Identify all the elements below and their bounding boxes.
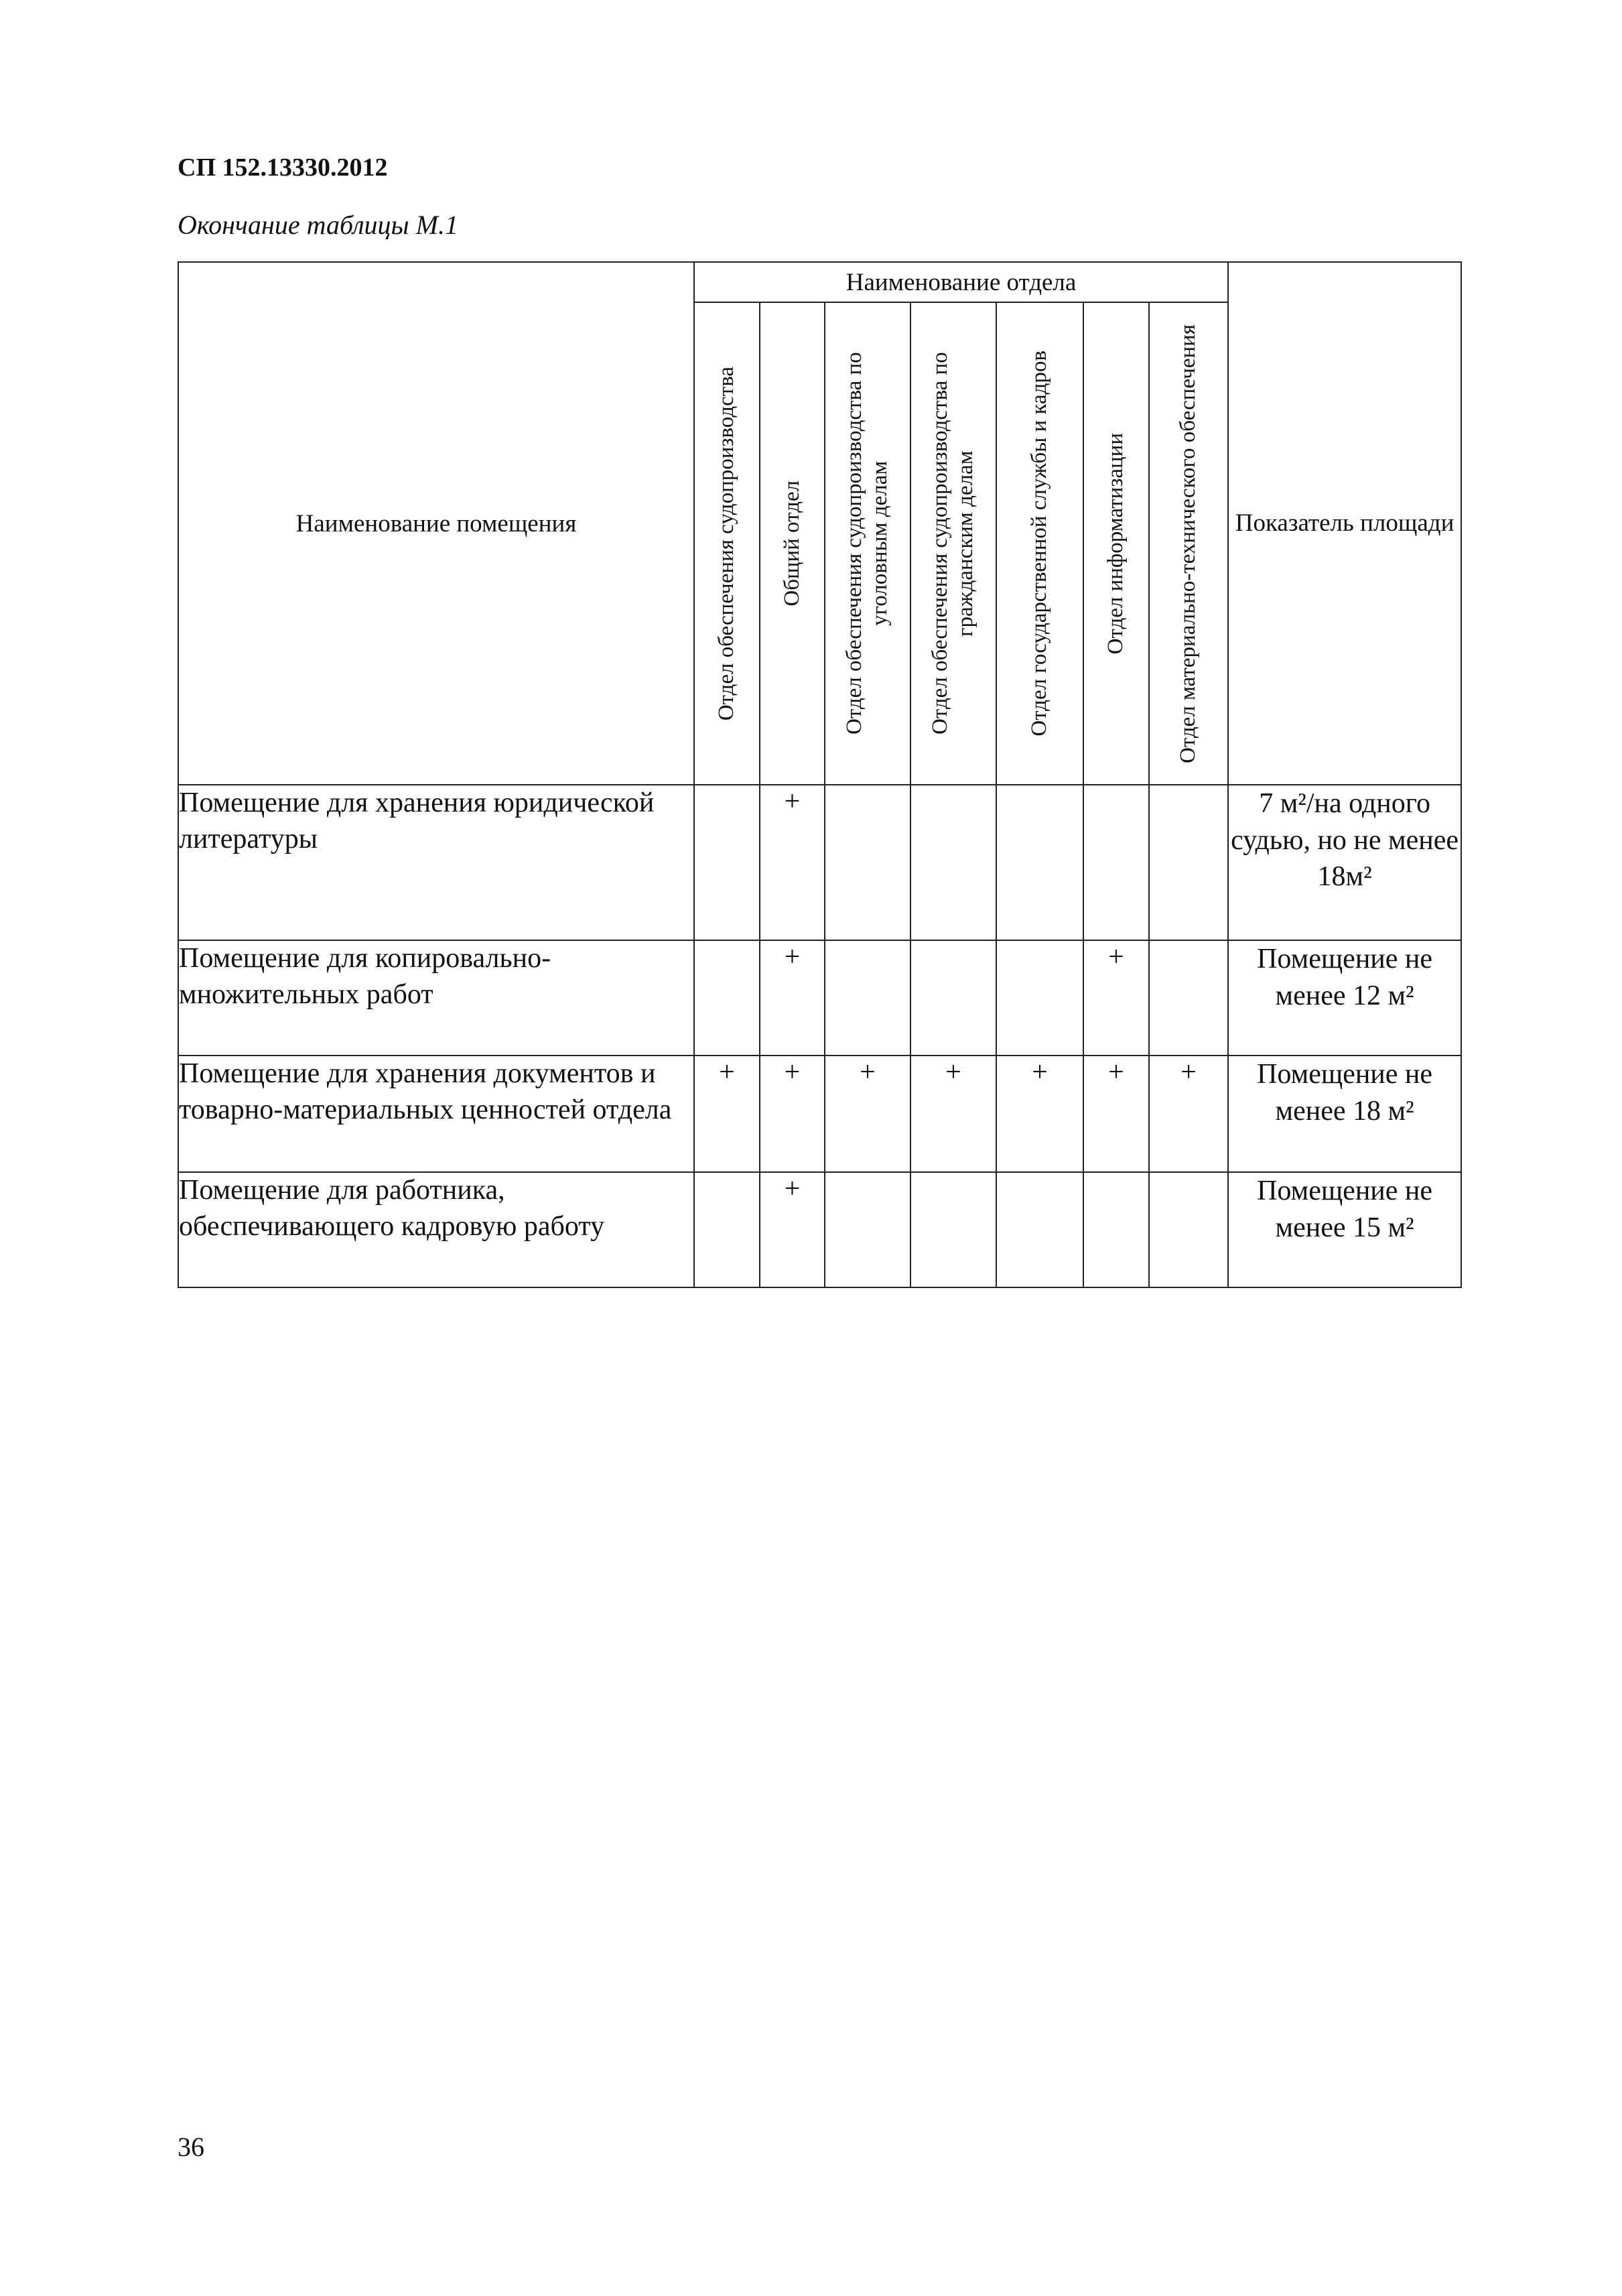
mark-cell bbox=[1083, 785, 1149, 940]
mark-cell bbox=[1083, 1172, 1149, 1287]
mark-cell: + bbox=[760, 940, 825, 1056]
area-indicator-cell: 7 м²/на одного судью, но не менее 18м² bbox=[1228, 785, 1461, 940]
mark-cell: + bbox=[760, 1172, 825, 1287]
mark-cell: + bbox=[910, 1056, 996, 1172]
mark-cell: + bbox=[1083, 1056, 1149, 1172]
header-row-top bbox=[178, 262, 1461, 302]
mark-cell: + bbox=[1149, 1056, 1228, 1172]
mark-cell: + bbox=[996, 1056, 1083, 1172]
mark-cell bbox=[825, 785, 910, 940]
header-department bbox=[910, 302, 996, 785]
rooms-table bbox=[178, 261, 1462, 1288]
mark-cell bbox=[996, 940, 1083, 1056]
department-label: Отдел материально-технического обеспечения bbox=[1176, 324, 1201, 763]
header-department bbox=[825, 302, 910, 785]
header-department bbox=[1149, 302, 1228, 785]
mark-cell bbox=[1149, 940, 1228, 1056]
area-indicator-cell: Помещение не менее 15 м² bbox=[1228, 1172, 1461, 1287]
header-department bbox=[694, 302, 760, 785]
mark-cell: + bbox=[1083, 940, 1149, 1056]
mark-cell bbox=[1149, 785, 1228, 940]
table-row bbox=[178, 1172, 1461, 1287]
mark-cell: + bbox=[825, 1056, 910, 1172]
area-indicator-cell: Помещение не менее 18 м² bbox=[1228, 1056, 1461, 1172]
header-department bbox=[1083, 302, 1149, 785]
mark-cell bbox=[1149, 1172, 1228, 1287]
department-label: Общий отдел bbox=[779, 481, 804, 607]
document-code: СП 152.13330.2012 bbox=[178, 153, 388, 182]
department-label: Отдел государственной службы и кадров bbox=[1027, 350, 1052, 737]
department-label: Отдел обеспечения судопроизводства по гражданским делам bbox=[928, 352, 977, 735]
department-label: Отдел обеспечения судопроизводства по уголовным делам bbox=[842, 352, 892, 735]
mark-cell bbox=[694, 940, 760, 1056]
area-indicator-cell: Помещение не менее 12 м² bbox=[1228, 940, 1461, 1056]
mark-cell bbox=[910, 785, 996, 940]
page-number: 36 bbox=[178, 2132, 204, 2162]
mark-cell bbox=[694, 785, 760, 940]
mark-cell bbox=[910, 940, 996, 1056]
mark-cell bbox=[825, 1172, 910, 1287]
mark-cell bbox=[910, 1172, 996, 1287]
mark-cell: + bbox=[760, 785, 825, 940]
room-name-cell: Помещение для хранения юридической литературы bbox=[178, 785, 694, 940]
header-area-indicator: Показатель площади bbox=[1228, 262, 1461, 785]
header-department bbox=[760, 302, 825, 785]
table-row bbox=[178, 785, 1461, 940]
header-room-name: Наименование помещения bbox=[178, 262, 694, 785]
table-row bbox=[178, 1056, 1461, 1172]
table-caption: Окончание таблицы М.1 bbox=[178, 210, 458, 240]
department-label: Отдел информатизации bbox=[1103, 432, 1128, 655]
table-row bbox=[178, 940, 1461, 1056]
mark-cell bbox=[996, 1172, 1083, 1287]
department-label: Отдел обеспечения судопроизводства bbox=[714, 366, 739, 721]
mark-cell: + bbox=[760, 1056, 825, 1172]
header-department bbox=[996, 302, 1083, 785]
room-name-cell: Помещение для работника, обеспечивающего кадровую работу bbox=[178, 1172, 694, 1287]
header-department-group: Наименование отдела bbox=[694, 262, 1228, 302]
mark-cell: + bbox=[694, 1056, 760, 1172]
mark-cell bbox=[825, 940, 910, 1056]
mark-cell bbox=[996, 785, 1083, 940]
room-name-cell: Помещение для копировально-множительных работ bbox=[178, 940, 694, 1056]
mark-cell bbox=[694, 1172, 760, 1287]
room-name-cell: Помещение для хранения документов и товарно-материальных ценностей отдела bbox=[178, 1056, 694, 1172]
